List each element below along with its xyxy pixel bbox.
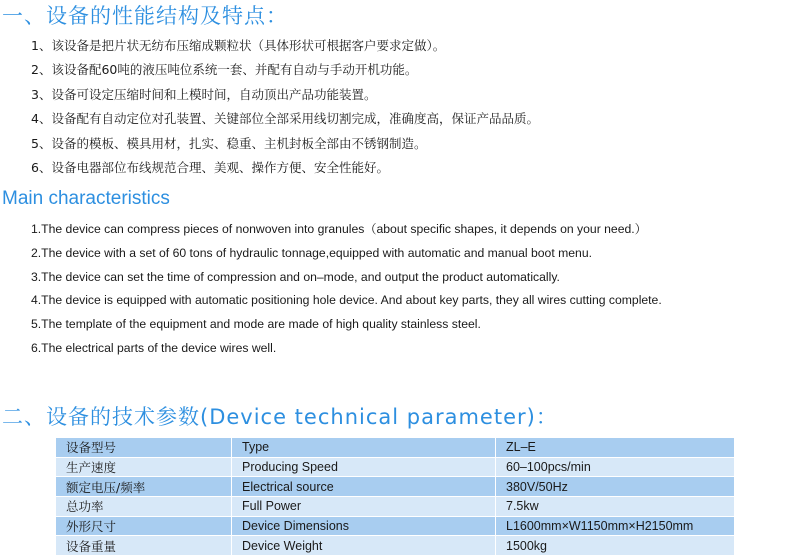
- list-item: 5.The template of the equipment and mode are made of high quality stainless steel.: [31, 317, 481, 332]
- technical-parameter-table: [55, 437, 735, 556]
- table-row: [56, 438, 735, 458]
- param-value: 60–100pcs/min: [496, 457, 735, 477]
- table-row: [56, 497, 735, 517]
- param-value: ZL–E: [496, 438, 735, 458]
- list-item: 2.The device with a set of 60 tons of hydraulic tonnage,equipped with automatic and manual boot menu.: [31, 245, 592, 260]
- param-name-cn: 设备重量: [56, 536, 232, 556]
- param-name-en: Type: [232, 438, 496, 458]
- param-name-cn: 外形尺寸: [56, 516, 232, 536]
- features-list-en: [31, 221, 662, 364]
- list-item: 6、设备电器部位布线规范合理、美观、操作方便、安全性能好。: [31, 159, 389, 175]
- list-item: 6.The electrical parts of the device wires well.: [31, 340, 277, 355]
- features-list-cn: [31, 37, 539, 183]
- param-value: 7.5kw: [496, 497, 735, 517]
- table-row: [56, 477, 735, 497]
- list-item: 2、该设备配60吨的液压吨位系统一套、并配有自动与手动开机功能。: [31, 62, 418, 78]
- param-name-cn: 设备型号: [56, 438, 232, 458]
- param-name-cn: 总功率: [56, 497, 232, 517]
- param-name-cn: 额定电压/频率: [56, 477, 232, 497]
- param-name-en: Device Weight: [232, 536, 496, 556]
- list-item: 1.The device can compress pieces of nonwoven into granules（about specific shapes, it depends on your need.）: [31, 222, 647, 236]
- list-item: 3、设备可设定压缩时间和上模时间，自动顶出产品功能装置。: [31, 86, 377, 102]
- param-name-en: Full Power: [232, 497, 496, 517]
- param-value: L1600mm×W1150mm×H2150mm: [496, 516, 735, 536]
- list-item: 4、设备配有自动定位对孔装置、关键部位全部采用线切割完成，准确度高，保证产品品质。: [31, 111, 539, 127]
- param-name-en: Device Dimensions: [232, 516, 496, 536]
- section-title-main-characteristics: Main characteristics: [2, 188, 170, 209]
- table-row: [56, 516, 735, 536]
- param-name-en: Producing Speed: [232, 457, 496, 477]
- list-item: 3.The device can set the time of compression and on–mode, and output the product automatically.: [31, 269, 560, 284]
- param-value: 380V/50Hz: [496, 477, 735, 497]
- section-title-features: 一、设备的性能结构及特点：: [2, 4, 288, 28]
- table-row: [56, 457, 735, 477]
- table-row: [56, 536, 735, 556]
- param-name-cn: 生产速度: [56, 457, 232, 477]
- list-item: 5、设备的模板、模具用材，扎实、稳重、主机封板全部由不锈钢制造。: [31, 135, 427, 151]
- section-title-technical-parameters: 二、设备的技术参数(Device technical parameter)：: [2, 405, 558, 429]
- param-value: 1500kg: [496, 536, 735, 556]
- list-item: 4.The device is equipped with automatic positioning hole device. And about key parts, they all wires cutting complete.: [31, 293, 662, 308]
- list-item: 1、该设备是把片状无纺布压缩成颗粒状（具体形状可根据客户要求定做）。: [31, 38, 446, 53]
- param-name-en: Electrical source: [232, 477, 496, 497]
